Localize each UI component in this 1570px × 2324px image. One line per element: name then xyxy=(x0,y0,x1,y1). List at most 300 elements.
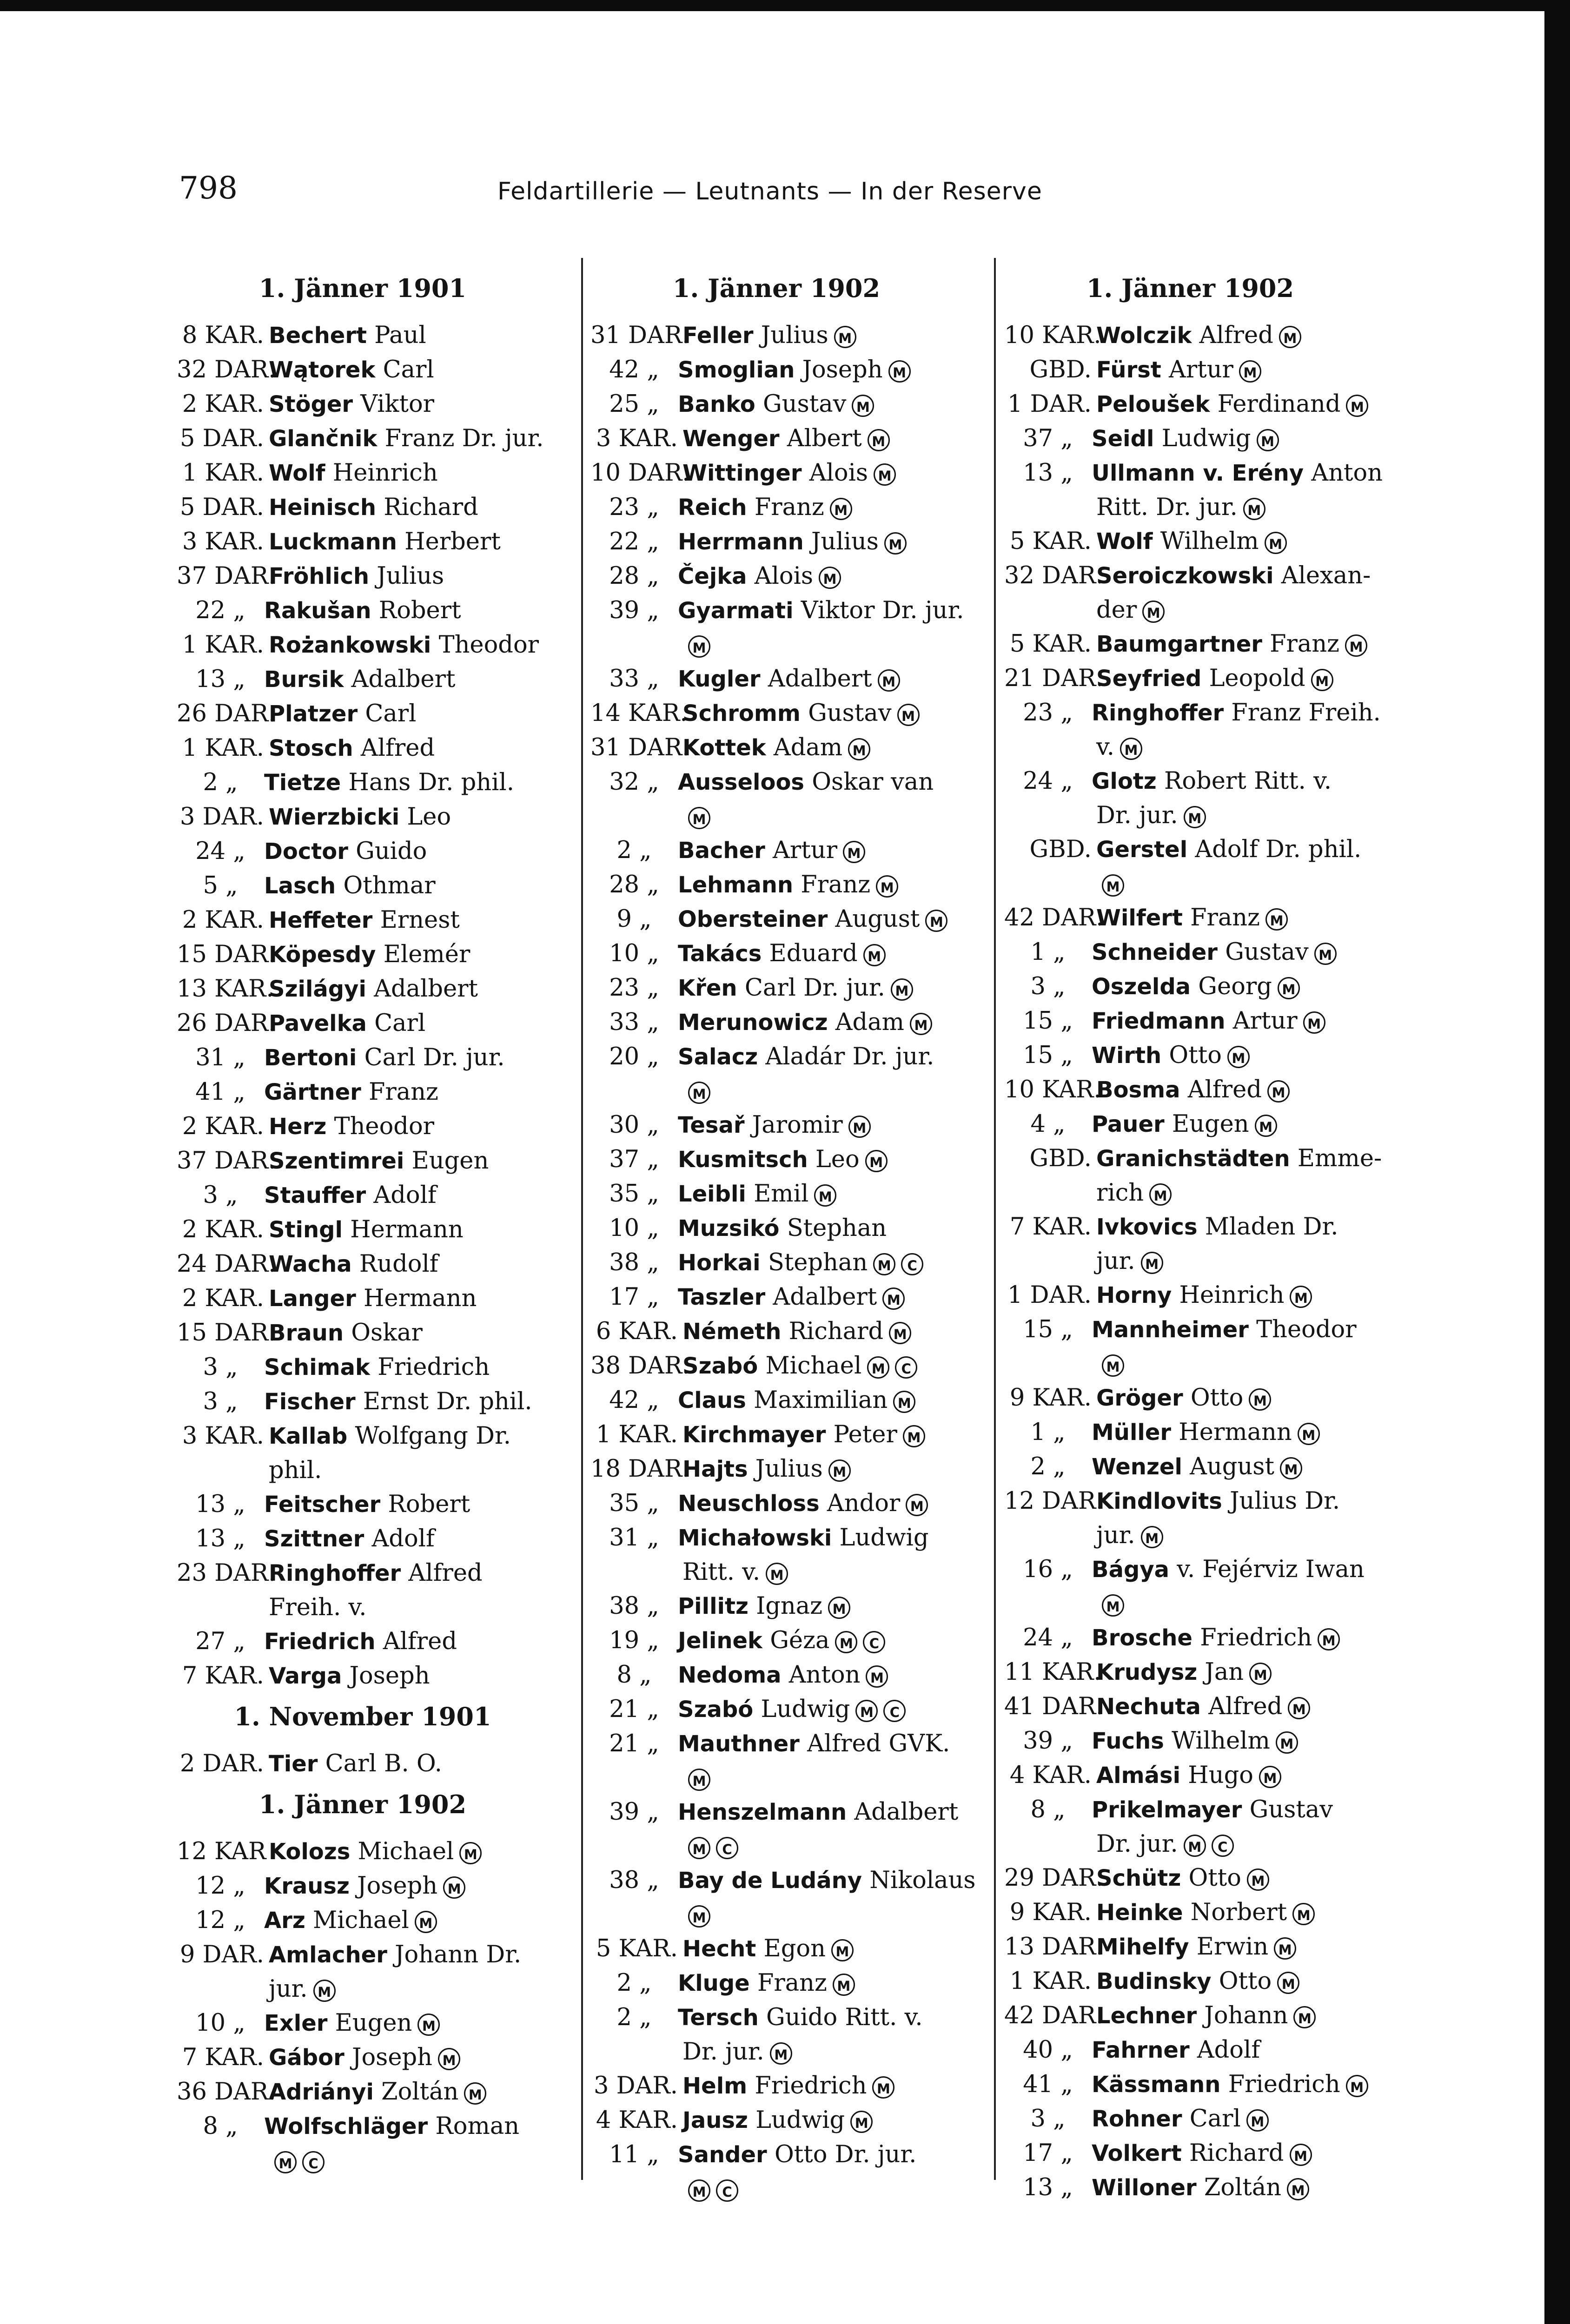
unit-label: 23 „ xyxy=(1023,699,1073,726)
roster-entry xyxy=(177,1281,549,1316)
unit-label: 9 KAR. xyxy=(1009,1384,1092,1412)
officer-surname: Tietze xyxy=(264,770,341,796)
officer-surname: Kusmitsch xyxy=(678,1147,808,1173)
officer-given-name: Emil xyxy=(754,1180,809,1208)
unit-label: 8 KAR. xyxy=(182,322,264,349)
officer-surname: Pavelka xyxy=(269,1010,367,1037)
officer-given-name: Oskar xyxy=(351,1319,423,1347)
entry-text xyxy=(1092,1107,1376,1142)
roster-entry xyxy=(1004,1758,1376,1793)
entry-text xyxy=(269,628,549,662)
unit-label: 20 „ xyxy=(609,1043,659,1070)
unit-label: 13 „ xyxy=(195,1491,245,1518)
officer-surname: Müller xyxy=(1092,1419,1172,1446)
roster-entry xyxy=(590,1383,962,1418)
officer-surname: Szabó xyxy=(678,1697,754,1723)
entry-text xyxy=(264,834,549,869)
unit-label: 2 „ xyxy=(1030,1453,1066,1480)
officer-given-name: Hugo xyxy=(1188,1762,1253,1789)
officer-given-name: Gustav xyxy=(1249,1796,1333,1823)
unit-label: 12 DAR. xyxy=(1004,1487,1104,1515)
entry-text xyxy=(678,1521,962,1555)
officer-given-name: Viktor xyxy=(360,390,435,418)
medal-m-icon: M xyxy=(1257,429,1279,451)
officer-given-name: Artur xyxy=(773,837,837,864)
entry-text xyxy=(269,697,549,731)
officer-surname: Mihelfy xyxy=(1096,1934,1189,1960)
officer-given-name: August xyxy=(1190,1453,1274,1480)
unit-label: 1 KAR. xyxy=(182,734,264,762)
roster-entry xyxy=(1004,1964,1376,1999)
entry-text xyxy=(1092,1621,1376,1655)
officer-given-name: Viktor Dr. jur. xyxy=(801,597,964,624)
roster-entry xyxy=(1004,1724,1376,1758)
unit-label: 11 KAR. xyxy=(1004,1658,1101,1686)
unit-label: 4 „ xyxy=(1030,1110,1066,1138)
unit-label: 24 „ xyxy=(1023,767,1073,795)
roster-entry xyxy=(1004,1450,1376,1484)
roster-entry xyxy=(177,1659,549,1693)
entry-text xyxy=(264,1522,549,1556)
entry-text xyxy=(1092,1415,1376,1450)
continuation-text: rich xyxy=(1096,1179,1144,1207)
entry-text xyxy=(269,490,549,525)
entry-text xyxy=(1092,2033,1376,2067)
officer-given-name: Franz xyxy=(1270,630,1340,658)
unit-label: 37 DAR. xyxy=(177,562,276,590)
unit-label: 10 „ xyxy=(195,2009,245,2037)
roster-entry xyxy=(177,456,549,490)
unit-label: 42 DAR. xyxy=(1004,904,1104,931)
officer-given-name: Othmar xyxy=(343,872,436,899)
officer-given-name: Eugen xyxy=(335,2009,412,2037)
officer-surname: Lehmann xyxy=(678,872,794,898)
medal-c-icon: C xyxy=(895,1356,917,1379)
roster-entry xyxy=(177,1522,549,1556)
unit-label: 31 „ xyxy=(195,1044,245,1071)
medal-m-icon: M xyxy=(1102,874,1124,897)
officer-given-name: Herbert xyxy=(404,528,501,555)
officer-surname: Hajts xyxy=(682,1456,748,1482)
roster-entry xyxy=(177,1938,549,1972)
roster-entry xyxy=(590,2138,962,2172)
unit-label: 5 „ xyxy=(203,872,238,899)
entry-text xyxy=(678,1863,976,1898)
unit-label: 27 „ xyxy=(195,1628,245,1655)
entry-text xyxy=(1096,1210,1376,1244)
entry-continuation xyxy=(590,1555,962,1589)
officer-given-name: Ignaz xyxy=(756,1592,823,1620)
officer-surname: Pillitz xyxy=(678,1593,749,1619)
unit-label: 13 „ xyxy=(195,666,245,693)
entry-text xyxy=(678,1383,962,1418)
unit-label: 3 KAR. xyxy=(182,1422,264,1450)
officer-given-name: Guido xyxy=(356,838,427,865)
roster-entry xyxy=(1004,1552,1376,1587)
unit-label: GBD. xyxy=(1029,836,1092,863)
medal-m-icon: M xyxy=(1293,2006,1316,2028)
unit-label: 7 KAR. xyxy=(182,2044,264,2071)
officer-given-name: Maximilian xyxy=(754,1386,888,1414)
entry-text xyxy=(678,937,962,971)
officer-given-name: Eugen xyxy=(1172,1110,1249,1138)
entry-text xyxy=(1092,456,1383,490)
roster-entry xyxy=(1004,1142,1382,1176)
officer-surname: Németh xyxy=(682,1319,782,1345)
unit-label: 10 KAR. xyxy=(1004,322,1101,349)
entry-text xyxy=(269,559,549,594)
officer-surname: Bertoni xyxy=(264,1045,357,1071)
medal-m-icon: M xyxy=(843,841,865,863)
roster-entry xyxy=(1004,901,1376,935)
roster-entry xyxy=(177,697,549,731)
officer-surname: Stosch xyxy=(269,735,353,761)
roster-entry xyxy=(590,1658,962,1692)
roster-entry xyxy=(590,1795,962,1829)
officer-given-name: Franz Dr. jur. xyxy=(384,425,544,452)
officer-surname: Rakušan xyxy=(264,598,371,624)
officer-surname: Feitscher xyxy=(264,1492,381,1518)
officer-given-name: Peter xyxy=(833,1421,897,1448)
medal-m-icon: M xyxy=(688,1905,710,1928)
medal-m-icon: M xyxy=(1287,2178,1309,2200)
officer-given-name: Franz xyxy=(369,1078,438,1106)
roster-entry xyxy=(1004,1930,1376,1964)
officer-given-name: Franz xyxy=(801,871,871,898)
officer-surname: Volkert xyxy=(1092,2140,1182,2166)
officer-given-name: Otto xyxy=(1190,1384,1244,1412)
entry-text xyxy=(678,1280,962,1314)
unit-label: 12 KAR xyxy=(177,1838,266,1865)
roster-entry xyxy=(177,869,549,903)
roster-entry xyxy=(590,868,962,902)
column-2 xyxy=(590,265,976,2208)
officer-given-name: Joseph xyxy=(357,1872,438,1900)
entry-text xyxy=(678,1795,962,1829)
officer-given-name: Gustav xyxy=(762,390,847,418)
officer-given-name: Erwin xyxy=(1196,1933,1269,1961)
medal-m-icon: M xyxy=(688,1769,710,1791)
unit-label: 9 DAR. xyxy=(180,1941,264,1968)
officer-given-name: Ferdinand xyxy=(1217,390,1341,418)
medal-m-icon: M xyxy=(831,1939,854,1961)
roster-entry xyxy=(1004,1278,1376,1313)
entry-text xyxy=(269,1747,549,1781)
officer-surname: Braun xyxy=(269,1320,344,1346)
entry-text xyxy=(269,1419,549,1453)
medal-m-icon: M xyxy=(1318,1628,1340,1651)
officer-surname: Kluge xyxy=(678,1970,750,1996)
medal-m-icon: M xyxy=(274,2151,297,2173)
roster-entry xyxy=(177,2040,549,2075)
medal-c-icon: C xyxy=(863,1631,885,1653)
officer-surname: Reich xyxy=(678,495,747,521)
roster-entry xyxy=(177,2109,549,2144)
officer-surname: Szittner xyxy=(264,1526,364,1552)
officer-surname: Nedoma xyxy=(678,1662,782,1688)
officer-surname: Heffeter xyxy=(269,907,373,933)
entry-text xyxy=(269,2040,549,2075)
officer-given-name: Anton xyxy=(1311,459,1383,487)
officer-surname: Ausseloos xyxy=(678,769,804,795)
roster-entry-continuation xyxy=(1004,593,1376,627)
unit-label: 5 KAR. xyxy=(1009,630,1092,658)
entry-text xyxy=(678,1040,962,1074)
roster-entry xyxy=(1004,1793,1376,1827)
entry-text xyxy=(1092,1552,1376,1587)
medal-m-icon: M xyxy=(876,875,898,898)
unit-label: 5 KAR. xyxy=(596,1935,678,1962)
unit-label: 42 „ xyxy=(609,356,659,383)
entry-text xyxy=(269,1835,549,1869)
roster-entry xyxy=(590,696,962,731)
roster-entry xyxy=(1004,1381,1376,1415)
officer-given-name: Zoltán xyxy=(381,2078,459,2106)
officer-given-name: Adam xyxy=(835,1009,904,1036)
entry-text xyxy=(264,2006,549,2040)
entry-text xyxy=(1092,2102,1376,2136)
entry-text xyxy=(678,1142,962,1177)
roster-entry xyxy=(177,1835,549,1869)
officer-surname: Szilágyi xyxy=(269,976,366,1002)
roster-entry xyxy=(177,731,549,766)
officer-surname: Seyfried xyxy=(1096,666,1202,692)
entry-text xyxy=(1092,1038,1376,1073)
entry-text xyxy=(678,902,962,937)
continuation-text: phil. xyxy=(269,1457,322,1484)
roster-entry xyxy=(1004,935,1376,970)
medal-m-icon: M xyxy=(1274,1937,1296,1960)
entry-text xyxy=(269,525,549,559)
medal-m-icon: M xyxy=(1239,360,1261,383)
officer-given-name: Ludwig xyxy=(1161,425,1251,452)
roster-entry xyxy=(1004,1999,1376,2033)
roster-entry xyxy=(590,1624,962,1658)
entry-text xyxy=(269,800,549,834)
officer-given-name: Ludwig xyxy=(839,1524,929,1552)
officer-given-name: Joseph xyxy=(352,2044,433,2071)
roster-entry xyxy=(590,594,962,628)
entry-text xyxy=(1096,387,1376,422)
entry-text xyxy=(1096,1073,1376,1107)
medal-m-icon: M xyxy=(688,1837,710,1859)
unit-label: 2 KAR. xyxy=(182,1216,264,1243)
roster-entry xyxy=(590,1142,962,1177)
officer-given-name: Richard xyxy=(788,1318,884,1345)
officer-surname: Willoner xyxy=(1092,2175,1197,2201)
entry-text xyxy=(1096,661,1376,696)
unit-label: 23 „ xyxy=(609,974,659,1002)
medal-m-icon: M xyxy=(868,429,890,451)
roster-entry xyxy=(177,766,549,800)
officer-given-name: Julius xyxy=(755,1455,823,1483)
officer-surname: Wolf xyxy=(1096,528,1153,555)
officer-given-name: Carl B. O. xyxy=(325,1750,442,1777)
officer-surname: Obersteiner xyxy=(678,906,828,932)
entry-text xyxy=(269,1247,549,1281)
officer-given-name: Hermann xyxy=(363,1285,477,1312)
entry-text xyxy=(264,2109,549,2144)
entry-text xyxy=(682,696,962,731)
unit-label: 1 DAR. xyxy=(1007,390,1092,418)
entry-text xyxy=(678,1177,962,1211)
officer-given-name: Artur xyxy=(1232,1007,1298,1035)
medal-m-icon: M xyxy=(1314,943,1337,965)
officer-surname: Tersch xyxy=(678,2005,759,2031)
roster-entry xyxy=(177,1213,549,1247)
officer-given-name: Alfred xyxy=(1208,1693,1283,1720)
medal-m-icon: M xyxy=(814,1184,836,1207)
entry-text xyxy=(1096,1484,1376,1519)
officer-surname: Kallab xyxy=(269,1423,348,1449)
officer-surname: Varga xyxy=(269,1663,342,1689)
officer-surname: Baumgartner xyxy=(1096,631,1262,657)
roster-entry xyxy=(177,387,549,422)
entry-text xyxy=(678,1005,962,1040)
officer-given-name: Theodor xyxy=(1256,1316,1357,1343)
medal-m-icon: M xyxy=(1255,1115,1277,1137)
roster-entry-continuation xyxy=(590,799,962,833)
officer-given-name: Paul xyxy=(374,322,426,349)
unit-label: 3 DAR. xyxy=(594,2072,678,2100)
officer-surname: Claus xyxy=(678,1387,746,1413)
roster-entry xyxy=(590,1280,962,1314)
scan-right-edge xyxy=(1544,0,1570,2324)
unit-label: 13 KAR. xyxy=(177,975,274,1003)
unit-label: 12 „ xyxy=(195,1907,245,1934)
section-title: 1. November 1901 xyxy=(234,1702,491,1731)
entry-text xyxy=(678,525,962,559)
entry-text xyxy=(1092,2171,1376,2205)
officer-given-name: Robert xyxy=(378,597,461,624)
unit-label: 37 DAR. xyxy=(177,1147,276,1175)
continuation-text: Ritt. Dr. jur. xyxy=(1096,494,1238,521)
medal-m-icon: M xyxy=(874,463,896,486)
roster-entry xyxy=(1004,353,1376,387)
officer-surname: Exler xyxy=(264,2010,328,2036)
unit-label: 1 KAR. xyxy=(1009,1967,1092,1995)
officer-given-name: Joseph xyxy=(802,356,883,383)
entry-continuation xyxy=(590,628,962,662)
roster-entry xyxy=(590,731,962,765)
roster-entry-continuation xyxy=(590,1555,962,1589)
officer-given-name: Gustav xyxy=(1225,938,1309,966)
roster-entry xyxy=(177,1075,549,1109)
roster-entry xyxy=(1004,661,1376,696)
medal-m-icon: M xyxy=(1345,634,1367,657)
unit-label: 15 „ xyxy=(1023,1316,1073,1343)
officer-surname: Ringhoffer xyxy=(1092,700,1224,726)
roster-entry xyxy=(590,1486,962,1521)
officer-surname: Wilfert xyxy=(1096,905,1183,931)
roster-entry xyxy=(590,387,962,422)
medal-m-icon: M xyxy=(850,2111,873,2133)
officer-given-name: Hermann xyxy=(350,1216,464,1243)
roster-entry xyxy=(1004,2067,1376,2102)
medal-m-icon: M xyxy=(891,978,913,1001)
roster-entry xyxy=(590,1589,962,1624)
medal-m-icon: M xyxy=(855,1700,878,1722)
unit-label: 24 DAR. xyxy=(177,1250,276,1278)
officer-given-name: Carl xyxy=(383,356,434,383)
officer-given-name: Ernest xyxy=(380,906,460,934)
unit-label: 3 „ xyxy=(203,1388,238,1415)
medal-m-icon: M xyxy=(1311,669,1333,691)
unit-label: 1 KAR. xyxy=(596,1421,678,1448)
officer-given-name: v. Fejérviz Iwan xyxy=(1177,1556,1365,1583)
officer-surname: Banko xyxy=(678,391,755,417)
officer-given-name: Ernst Dr. phil. xyxy=(363,1388,532,1415)
entry-text xyxy=(269,1556,549,1591)
officer-surname: Köpesdy xyxy=(269,942,376,968)
roster-entry-continuation xyxy=(590,628,962,662)
officer-surname: Čejka xyxy=(678,563,747,589)
entry-text xyxy=(682,1932,962,1966)
unit-label: 42 DAR. xyxy=(1004,2002,1104,2029)
entry-text xyxy=(264,1075,549,1109)
roster-entry xyxy=(590,422,962,456)
officer-given-name: Ludwig xyxy=(761,1696,850,1723)
officer-surname: Budinsky xyxy=(1096,1968,1212,1994)
roster-entry-continuation xyxy=(590,2172,962,2206)
unit-label: 2 DAR. xyxy=(180,1750,264,1777)
officer-given-name: Leo xyxy=(407,803,451,831)
unit-label: 8 „ xyxy=(616,1661,652,1689)
medal-m-icon: M xyxy=(884,532,907,555)
medal-m-icon: M xyxy=(872,2076,894,2099)
officer-surname: Rohner xyxy=(1092,2106,1182,2132)
unit-label: 40 „ xyxy=(1023,2036,1073,2064)
roster-entry-continuation xyxy=(1004,730,1376,764)
medal-m-icon: M xyxy=(438,2048,460,2070)
medal-m-icon: M xyxy=(925,910,947,932)
continuation-text: jur. xyxy=(1096,1248,1135,1275)
entry-text xyxy=(1096,559,1376,593)
officer-given-name: Rudolf xyxy=(359,1250,438,1278)
medal-m-icon: M xyxy=(1149,1183,1172,1206)
medal-m-icon: M xyxy=(897,704,920,726)
unit-label: 21 „ xyxy=(609,1730,659,1757)
officer-given-name: Alfred xyxy=(383,1628,457,1655)
medal-m-icon: M xyxy=(1184,806,1206,828)
section-title: 1. Jänner 1902 xyxy=(258,1789,467,1819)
roster-entry xyxy=(590,1349,962,1383)
officer-given-name: Andor xyxy=(827,1490,901,1517)
officer-given-name: Carl Dr. jur. xyxy=(364,1044,505,1071)
medal-m-icon: M xyxy=(1265,908,1288,931)
unit-label: 37 „ xyxy=(609,1146,659,1173)
roster-entry-continuation xyxy=(1004,1587,1376,1621)
roster-entry xyxy=(177,1109,549,1144)
medal-m-icon: M xyxy=(1278,977,1300,999)
officer-given-name: Alois xyxy=(809,459,868,487)
entry-continuation xyxy=(1004,867,1376,901)
officer-surname: Fahrner xyxy=(1092,2037,1190,2063)
entry-text xyxy=(1096,1278,1376,1313)
medal-m-icon: M xyxy=(1290,1286,1312,1308)
entry-text xyxy=(269,903,549,938)
roster-entry xyxy=(1004,2033,1376,2067)
medal-m-icon: M xyxy=(688,1082,710,1104)
entry-text xyxy=(678,594,964,628)
officer-given-name: Hermann xyxy=(1179,1419,1292,1446)
unit-label: 24 „ xyxy=(195,838,245,865)
entry-text xyxy=(1096,1690,1376,1724)
entry-text xyxy=(1096,1861,1376,1895)
unit-label: 3 „ xyxy=(1030,2105,1066,2133)
unit-label: 10 DAR. xyxy=(590,459,690,487)
medal-m-icon: M xyxy=(1102,1594,1124,1617)
